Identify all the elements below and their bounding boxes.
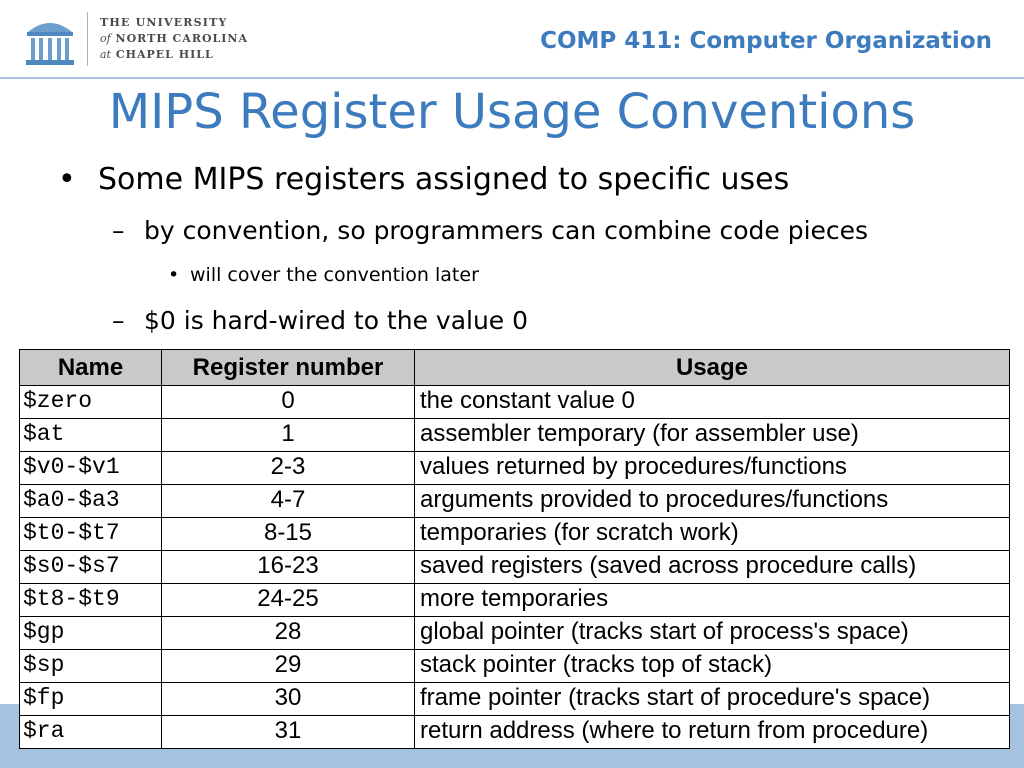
header-usage: Usage: [415, 350, 1010, 386]
register-number: 0: [162, 386, 415, 419]
register-name: $at: [20, 419, 162, 452]
table-row: [20, 650, 1010, 683]
header-name: Name: [20, 350, 162, 386]
bullet-text: will cover the convention later: [190, 264, 479, 286]
table-row: [20, 419, 1010, 452]
table-row: [20, 551, 1010, 584]
register-number: 4-7: [162, 485, 415, 518]
table-header-row: [20, 350, 1010, 386]
register-usage: frame pointer (tracks start of procedure's space): [415, 683, 1010, 716]
university-state: NORTH CAROLINA: [115, 32, 249, 45]
register-usage: stack pointer (tracks top of stack): [415, 650, 1010, 683]
register-name: $gp: [20, 617, 162, 650]
bullet-level-3: [168, 264, 479, 286]
university-line-3: [100, 48, 248, 61]
slide-title: MIPS Register Usage Conventions: [108, 84, 916, 140]
register-number: 31: [162, 716, 415, 749]
table-row: [20, 617, 1010, 650]
register-name: $s0-$s7: [20, 551, 162, 584]
table-row: [20, 452, 1010, 485]
register-number: 28: [162, 617, 415, 650]
register-number: 24-25: [162, 584, 415, 617]
university-city: CHAPEL HILL: [115, 48, 214, 61]
slide-header: [0, 0, 1024, 76]
header-rule: [0, 77, 1024, 79]
bullet-marker: •: [58, 162, 76, 197]
bullet-marker: •: [168, 264, 180, 286]
register-name: $t0-$t7: [20, 518, 162, 551]
university-line-1: THE UNIVERSITY: [100, 16, 228, 29]
table-row: [20, 716, 1010, 749]
table-row: [20, 584, 1010, 617]
bullet-text: $0 is hard-wired to the value 0: [144, 306, 529, 335]
table-row: [20, 518, 1010, 551]
register-name: $v0-$v1: [20, 452, 162, 485]
register-usage: saved registers (saved across procedure calls): [415, 551, 1010, 584]
register-number: 16-23: [162, 551, 415, 584]
register-name: $zero: [20, 386, 162, 419]
register-name: $ra: [20, 716, 162, 749]
university-at: at: [100, 48, 111, 61]
bullet-text: Some MIPS registers assigned to specific uses: [98, 162, 790, 197]
bullet-level-2: [112, 216, 868, 245]
bullet-level-1: [58, 162, 789, 197]
register-number: 1: [162, 419, 415, 452]
register-usage: assembler temporary (for assembler use): [415, 419, 1010, 452]
old-well-logo-icon: [24, 12, 76, 68]
university-line-2: [100, 32, 248, 45]
register-name: $sp: [20, 650, 162, 683]
register-name: $a0-$a3: [20, 485, 162, 518]
university-of: of: [100, 32, 111, 45]
register-usage: the constant value 0: [415, 386, 1010, 419]
university-wordmark: [100, 16, 248, 61]
register-usage: return address (where to return from procedure): [415, 716, 1010, 749]
table-row: [20, 683, 1010, 716]
register-name: $t8-$t9: [20, 584, 162, 617]
register-usage: values returned by procedures/functions: [415, 452, 1010, 485]
logo-divider: [87, 12, 88, 66]
dash-marker: –: [112, 306, 125, 335]
header-register-number: Register number: [162, 350, 415, 386]
register-number: 8-15: [162, 518, 415, 551]
register-usage: more temporaries: [415, 584, 1010, 617]
register-number: 2-3: [162, 452, 415, 485]
register-number: 29: [162, 650, 415, 683]
dash-marker: –: [112, 216, 125, 245]
bullet-text: by convention, so programmers can combine code pieces: [144, 216, 869, 245]
register-usage: arguments provided to procedures/functions: [415, 485, 1010, 518]
register-usage: global pointer (tracks start of process's space): [415, 617, 1010, 650]
register-usage: temporaries (for scratch work): [415, 518, 1010, 551]
table-row: [20, 386, 1010, 419]
register-name: $fp: [20, 683, 162, 716]
register-number: 30: [162, 683, 415, 716]
register-table: [19, 349, 1010, 749]
bullet-level-2: [112, 306, 528, 335]
course-title: COMP 411: Computer Organization: [540, 28, 992, 54]
table-row: [20, 485, 1010, 518]
